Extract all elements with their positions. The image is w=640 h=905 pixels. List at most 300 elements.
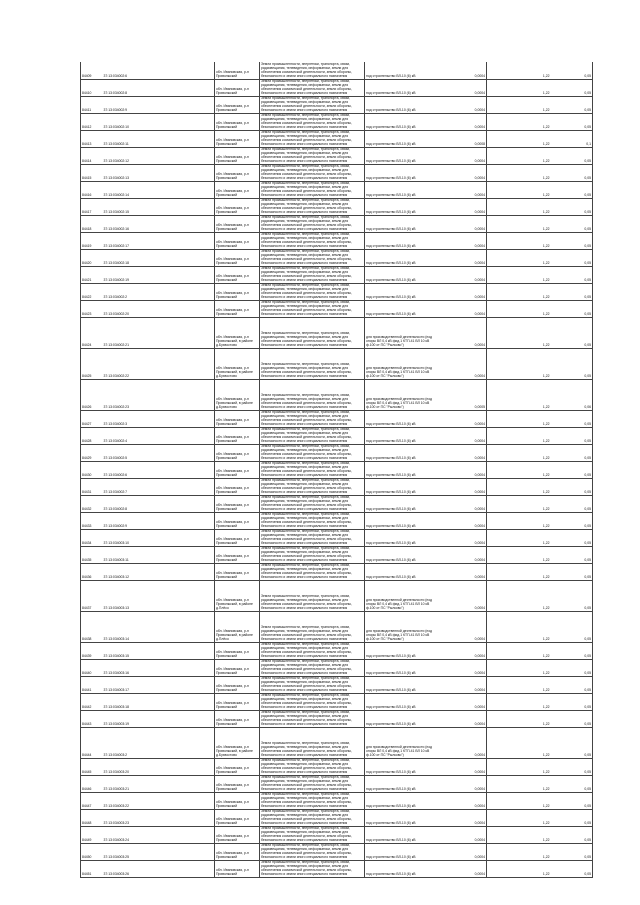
permitted-use: под строительство ВЛ-10 (6) кВ: [365, 563, 435, 580]
area-value: 0,0004: [435, 529, 487, 546]
address: обл. Ивановская, р-н Приволжский: [215, 113, 260, 130]
permitted-use: под строительство ВЛ-10 (6) кВ: [365, 758, 435, 775]
table-row: [81, 164, 593, 181]
cadastral-number: 37:13:034002:9: [103, 512, 215, 529]
table-row: [81, 529, 593, 546]
row-number: 84446: [81, 775, 103, 792]
tax-value: 0,05: [551, 775, 593, 792]
rate-value: 1,22: [487, 461, 551, 478]
row-number: 84442: [81, 693, 103, 710]
land-category: Земли промышленности, энергетики, транспорта, связи, радиовещания, телевидения, информатики, земли для обеспечения космической деятельности, земли обороны, безопасности и земли иного специального назначения: [260, 792, 365, 809]
land-category: Земли промышленности, энергетики, транспорта, связи, радиовещания, телевидения, информатики, земли для обеспечения космической деятельности, земли обороны, безопасности и земли иного специального назначения: [260, 215, 365, 232]
row-number: 84415: [81, 164, 103, 181]
area-value: 0,0004: [435, 198, 487, 215]
row-number: 84431: [81, 478, 103, 495]
tax-value: 0,05: [551, 843, 593, 860]
table-row: [81, 659, 593, 676]
tax-value: 0,05: [551, 181, 593, 198]
land-category: Земли промышленности, энергетики, транспорта, связи, радиовещания, телевидения, информатики, земли для обеспечения космической деятельности, земли обороны, безопасности и земли иного специального назначения: [260, 283, 365, 300]
address: обл. Ивановская, р-н Приволжский: [215, 79, 260, 96]
permitted-use: под строительство ВЛ-10 (6) кВ: [365, 792, 435, 809]
land-category: Земли промышленности, энергетики, транспорта, связи, радиовещания, телевидения, информатики, земли для обеспечения космической деятельности, земли обороны, безопасности и земли иного специального назначения: [260, 113, 365, 130]
cadastral-number: 37:13:034003:16: [103, 659, 215, 676]
area-value: 0,0004: [435, 580, 487, 611]
land-category: Земли промышленности, энергетики, транспорта, связи, радиовещания, телевидения, информатики, земли для обеспечения космической деятельности, земли обороны, безопасности и земли иного специального назначения: [260, 427, 365, 444]
address: обл. Ивановская, р-н Приволжский, в районе д.Плёсо: [215, 580, 260, 611]
land-category: Земли промышленности, энергетики, транспорта, связи, радиовещания, телевидения, информатики, земли для обеспечения космической деятельности, земли обороны, безопасности и земли иного специального назначения: [260, 130, 365, 147]
tax-value: 0,05: [551, 659, 593, 676]
area-value: 0,0004: [435, 843, 487, 860]
row-number: 84450: [81, 843, 103, 860]
row-number: 84449: [81, 826, 103, 843]
area-value: 0,0004: [435, 164, 487, 181]
address: обл. Ивановская, р-н Приволжский: [215, 427, 260, 444]
address: обл. Ивановская, р-н Приволжский: [215, 563, 260, 580]
table-row: [81, 512, 593, 529]
area-value: 0,0004: [435, 659, 487, 676]
table-row: [81, 232, 593, 249]
tax-value: 0,05: [551, 860, 593, 877]
permitted-use: под строительство ВЛ-10 (6) кВ: [365, 512, 435, 529]
area-value: 0,0004: [435, 775, 487, 792]
address: обл. Ивановская, р-н Приволжский: [215, 198, 260, 215]
table-row: [81, 266, 593, 283]
permitted-use: под строительство ВЛ-10 (6) кВ: [365, 96, 435, 113]
area-value: 0,0004: [435, 461, 487, 478]
permitted-use: под строительство ВЛ-10 (6) кВ: [365, 495, 435, 512]
area-value: 0,0004: [435, 676, 487, 693]
permitted-use: под строительство ВЛ-10 (6) кВ: [365, 546, 435, 563]
area-value: 0,0004: [435, 249, 487, 266]
address: обл. Ивановская, р-н Приволжский: [215, 96, 260, 113]
permitted-use: под строительство ВЛ-10 (6) кВ: [365, 461, 435, 478]
cadastral-number: 37:13:034002:11: [103, 130, 215, 147]
area-value: 0,0004: [435, 181, 487, 198]
land-category: Земли промышленности, энергетики, транспорта, связи, радиовещания, телевидения, информатики, земли для обеспечения космической деятельности, земли обороны, безопасности и земли иного специального назначения: [260, 611, 365, 642]
rate-value: 1,22: [487, 775, 551, 792]
land-category: Земли промышленности, энергетики, транспорта, связи, радиовещания, телевидения, информатики, земли для обеспечения космической деятельности, земли обороны, безопасности и земли иного специального назначения: [260, 826, 365, 843]
rate-value: 1,22: [487, 693, 551, 710]
row-number: 84413: [81, 130, 103, 147]
land-category: Земли промышленности, энергетики, транспорта, связи, радиовещания, телевидения, информатики, земли для обеспечения космической деятельности, земли обороны, безопасности и земли иного специального назначения: [260, 266, 365, 283]
permitted-use: под строительство ВЛ-10 (6) кВ: [365, 113, 435, 130]
land-category: Земли промышленности, энергетики, транспорта, связи, радиовещания, телевидения, информатики, земли для обеспечения космической деятельности, земли обороны, безопасности и земли иного специального назначения: [260, 495, 365, 512]
permitted-use: под строительство ВЛ-10 (6) кВ: [365, 676, 435, 693]
cadastral-number: 37:13:034002:6: [103, 461, 215, 478]
cadastral-number: 37:13:034002:2: [103, 283, 215, 300]
cadastral-number: 37:13:034002:18: [103, 249, 215, 266]
cadastral-number: 37:13:034003:25: [103, 843, 215, 860]
area-value: 0,0008: [435, 130, 487, 147]
cadastral-number: 37:13:034002:19: [103, 266, 215, 283]
row-number: 84451: [81, 860, 103, 877]
land-category: Земли промышленности, энергетики, транспорта, связи, радиовещания, телевидения, информатики, земли для обеспечения космической деятельности, земли обороны, безопасности и земли иного специального назначения: [260, 693, 365, 710]
cadastral-number: 37:13:034003:12: [103, 563, 215, 580]
permitted-use: под строительство ВЛ-10 (6) кВ: [365, 775, 435, 792]
permitted-use: для производственной деятельности (под опоры ВЛ 0,4 кВ фид.1 КТП-41 ВЛ 10 кВ ф.100 от ПС "Рылково"): [365, 317, 435, 348]
tax-value: 0,06: [551, 379, 593, 410]
rate-value: 1,22: [487, 215, 551, 232]
table-row: [81, 427, 593, 444]
address: обл. Ивановская, р-н Приволжский, в районе д.Бухвостово: [215, 727, 260, 758]
row-number: 84448: [81, 809, 103, 826]
address: обл. Ивановская, р-н Приволжский, в районе д.Плёсо: [215, 611, 260, 642]
address: обл. Ивановская, р-н Приволжский: [215, 232, 260, 249]
land-category: Земли промышленности, энергетики, транспорта, связи, радиовещания, телевидения, информатики, земли для обеспечения космической деятельности, земли обороны, безопасности и земли иного специального назначения: [260, 809, 365, 826]
land-category: Земли промышленности, энергетики, транспорта, связи, радиовещания, телевидения, информатики, земли для обеспечения космической деятельности, земли обороны, безопасности и земли иного специального назначения: [260, 300, 365, 317]
permitted-use: для производственной деятельности (под опоры ВЛ 0,4 кВ фид.1 КТП-41 ВЛ 10 кВ ф.100 от ПС "Рылково"): [365, 379, 435, 410]
cadastral-number: 37:13:034002:5: [103, 444, 215, 461]
address: обл. Ивановская, р-н Приволжский: [215, 693, 260, 710]
cadastral-number: 37:13:034002:17: [103, 232, 215, 249]
cadastral-number: 37:13:034002:23: [103, 379, 215, 410]
cadastral-number: 37:13:034002:10: [103, 113, 215, 130]
address: обл. Ивановская, р-н Приволжский: [215, 860, 260, 877]
cadastral-number: 37:13:034002:6: [103, 62, 215, 79]
permitted-use: для производственной деятельности (под опоры ВЛ 0,4 кВ фид.1 КТП-41 ВЛ 10 кВ ф.100 от ПС "Рылково"): [365, 611, 435, 642]
land-plots-table: [80, 62, 593, 878]
rate-value: 1,22: [487, 147, 551, 164]
land-category: Земли промышленности, энергетики, транспорта, связи, радиовещания, телевидения, информатики, земли для обеспечения космической деятельности, земли обороны, безопасности и земли иного специального назначения: [260, 710, 365, 727]
table-row: [81, 410, 593, 427]
land-category: Земли промышленности, энергетики, транспорта, связи, радиовещания, телевидения, информатики, земли для обеспечения космической деятельности, земли обороны, безопасности и земли иного специального назначения: [260, 96, 365, 113]
cadastral-number: 37:13:034003:11: [103, 546, 215, 563]
area-value: 0,0004: [435, 727, 487, 758]
cadastral-number: 37:13:034002:14: [103, 181, 215, 198]
tax-value: 0,05: [551, 546, 593, 563]
area-value: 0,0004: [435, 758, 487, 775]
cadastral-number: 37:13:034003:22: [103, 792, 215, 809]
tax-value: 0,05: [551, 512, 593, 529]
area-value: 0,0004: [435, 792, 487, 809]
rate-value: 1,22: [487, 232, 551, 249]
tax-value: 0,05: [551, 642, 593, 659]
area-value: 0,0004: [435, 546, 487, 563]
address: обл. Ивановская, р-н Приволжский: [215, 710, 260, 727]
land-category: Земли промышленности, энергетики, транспорта, связи, радиовещания, телевидения, информатики, земли для обеспечения космической деятельности, земли обороны, безопасности и земли иного специального назначения: [260, 529, 365, 546]
table-row: [81, 461, 593, 478]
tax-value: 0,05: [551, 758, 593, 775]
rate-value: 1,22: [487, 113, 551, 130]
land-category: Земли промышленности, энергетики, транспорта, связи, радиовещания, телевидения, информатики, земли для обеспечения космической деятельности, земли обороны, безопасности и земли иного специального назначения: [260, 232, 365, 249]
permitted-use: для производственной деятельности (под опоры ВЛ 0,4 кВ фид.1 КТП-41 ВЛ 10 кВ ф.100 от ПС "Рылково"): [365, 727, 435, 758]
tax-value: 0,05: [551, 792, 593, 809]
area-value: 0,0004: [435, 96, 487, 113]
row-number: 84409: [81, 62, 103, 79]
tax-value: 0,05: [551, 348, 593, 379]
tax-value: 0,05: [551, 300, 593, 317]
area-value: 0,0004: [435, 79, 487, 96]
rate-value: 1,22: [487, 727, 551, 758]
rate-value: 1,22: [487, 659, 551, 676]
row-number: 84440: [81, 659, 103, 676]
area-value: 0,0004: [435, 427, 487, 444]
tax-value: 0,05: [551, 580, 593, 611]
rate-value: 1,22: [487, 611, 551, 642]
cadastral-number: 37:13:034003:13: [103, 580, 215, 611]
land-category: Земли промышленности, энергетики, транспорта, связи, радиовещания, телевидения, информатики, земли для обеспечения космической деятельности, земли обороны, безопасности и земли иного специального назначения: [260, 512, 365, 529]
area-value: 0,0005: [435, 379, 487, 410]
rate-value: 1,22: [487, 198, 551, 215]
row-number: 84411: [81, 96, 103, 113]
permitted-use: под строительство ВЛ-10 (6) кВ: [365, 693, 435, 710]
tax-value: 0,05: [551, 283, 593, 300]
permitted-use: под строительство ВЛ-10 (6) кВ: [365, 215, 435, 232]
table-row: [81, 809, 593, 826]
permitted-use: под строительство ВЛ-10 (6) кВ: [365, 809, 435, 826]
permitted-use: под строительство ВЛ-10 (6) кВ: [365, 860, 435, 877]
table-row: [81, 792, 593, 809]
rate-value: 1,22: [487, 495, 551, 512]
land-category: Земли промышленности, энергетики, транспорта, связи, радиовещания, телевидения, информатики, земли для обеспечения космической деятельности, земли обороны, безопасности и земли иного специального назначения: [260, 198, 365, 215]
permitted-use: под строительство ВЛ-10 (6) кВ: [365, 181, 435, 198]
table-row: [81, 96, 593, 113]
tax-value: 0,05: [551, 693, 593, 710]
row-number: 84438: [81, 611, 103, 642]
rate-value: 1,22: [487, 826, 551, 843]
rate-value: 1,22: [487, 843, 551, 860]
area-value: 0,0004: [435, 478, 487, 495]
rate-value: 1,22: [487, 642, 551, 659]
row-number: 84424: [81, 317, 103, 348]
tax-value: 0,05: [551, 317, 593, 348]
table-row: [81, 181, 593, 198]
area-value: 0,0004: [435, 512, 487, 529]
rate-value: 1,22: [487, 410, 551, 427]
land-category: Земли промышленности, энергетики, транспорта, связи, радиовещания, телевидения, информатики, земли для обеспечения космической деятельности, земли обороны, безопасности и земли иного специального назначения: [260, 580, 365, 611]
permitted-use: под строительство ВЛ-10 (6) кВ: [365, 826, 435, 843]
table-row: [81, 676, 593, 693]
row-number: 84443: [81, 710, 103, 727]
rate-value: 1,22: [487, 546, 551, 563]
land-category: Земли промышленности, энергетики, транспорта, связи, радиовещания, телевидения, информатики, земли для обеспечения космической деятельности, земли обороны, безопасности и земли иного специального назначения: [260, 860, 365, 877]
row-number: 84435: [81, 546, 103, 563]
permitted-use: под строительство ВЛ-10 (6) кВ: [365, 283, 435, 300]
address: обл. Ивановская, р-н Приволжский, в районе д.Бухвостово: [215, 317, 260, 348]
rate-value: 1,22: [487, 164, 551, 181]
table-row: [81, 478, 593, 495]
area-value: 0,0004: [435, 611, 487, 642]
rate-value: 1,22: [487, 130, 551, 147]
cadastral-number: 37:13:034003:18: [103, 693, 215, 710]
row-number: 84436: [81, 563, 103, 580]
row-number: 84441: [81, 676, 103, 693]
tax-value: 0,05: [551, 410, 593, 427]
area-value: 0,0004: [435, 113, 487, 130]
permitted-use: для производственной деятельности (под опоры ВЛ 0,4 кВ фид.1 КТП-41 ВЛ 10 кВ ф.100 от ПС "Рылково"): [365, 580, 435, 611]
table-row: [81, 79, 593, 96]
address: обл. Ивановская, р-н Приволжский: [215, 249, 260, 266]
permitted-use: под строительство ВЛ-10 (6) кВ: [365, 659, 435, 676]
rate-value: 1,22: [487, 860, 551, 877]
permitted-use: под строительство ВЛ-10 (6) кВ: [365, 300, 435, 317]
permitted-use: под строительство ВЛ-10 (6) кВ: [365, 843, 435, 860]
permitted-use: под строительство ВЛ-10 (6) кВ: [365, 198, 435, 215]
table-row: [81, 563, 593, 580]
area-value: 0,0004: [435, 809, 487, 826]
table-row: [81, 283, 593, 300]
row-number: 84428: [81, 427, 103, 444]
land-category: Земли промышленности, энергетики, транспорта, связи, радиовещания, телевидения, информатики, земли для обеспечения космической деятельности, земли обороны, безопасности и земли иного специального назначения: [260, 659, 365, 676]
table-row: [81, 130, 593, 147]
cadastral-number: 37:13:034003:24: [103, 826, 215, 843]
table-row: [81, 843, 593, 860]
land-category: Земли промышленности, энергетики, транспорта, связи, радиовещания, телевидения, информатики, земли для обеспечения космической деятельности, земли обороны, безопасности и земли иного специального назначения: [260, 775, 365, 792]
land-category: Земли промышленности, энергетики, транспорта, связи, радиовещания, телевидения, информатики, земли для обеспечения космической деятельности, земли обороны, безопасности и земли иного специального назначения: [260, 478, 365, 495]
table-row: [81, 546, 593, 563]
row-number: 84434: [81, 529, 103, 546]
cadastral-number: 37:13:034003:20: [103, 758, 215, 775]
area-value: 0,0004: [435, 693, 487, 710]
cadastral-number: 37:13:034002:12: [103, 147, 215, 164]
land-category: Земли промышленности, энергетики, транспорта, связи, радиовещания, телевидения, информатики, земли для обеспечения космической деятельности, земли обороны, безопасности и земли иного специального назначения: [260, 79, 365, 96]
rate-value: 1,22: [487, 676, 551, 693]
area-value: 0,0004: [435, 444, 487, 461]
table-row: [81, 317, 593, 348]
row-number: 84430: [81, 461, 103, 478]
land-category: Земли промышленности, энергетики, транспорта, связи, радиовещания, телевидения, информатики, земли для обеспечения космической деятельности, земли обороны, безопасности и земли иного специального назначения: [260, 62, 365, 79]
rate-value: 1,22: [487, 249, 551, 266]
row-number: 84421: [81, 266, 103, 283]
tax-value: 0,05: [551, 79, 593, 96]
rate-value: 1,22: [487, 478, 551, 495]
cadastral-number: 37:13:034003:14: [103, 611, 215, 642]
tax-value: 0,05: [551, 444, 593, 461]
tax-value: 0,05: [551, 249, 593, 266]
rate-value: 1,22: [487, 427, 551, 444]
rate-value: 1,22: [487, 563, 551, 580]
cadastral-number: 37:13:034002:13: [103, 164, 215, 181]
area-value: 0,0004: [435, 348, 487, 379]
table-row: [81, 710, 593, 727]
area-value: 0,0004: [435, 232, 487, 249]
row-number: 84419: [81, 232, 103, 249]
land-category: Земли промышленности, энергетики, транспорта, связи, радиовещания, телевидения, информатики, земли для обеспечения космической деятельности, земли обороны, безопасности и земли иного специального назначения: [260, 676, 365, 693]
cadastral-number: 37:13:034003:26: [103, 860, 215, 877]
area-value: 0,0004: [435, 317, 487, 348]
table-row: [81, 775, 593, 792]
table-row: [81, 249, 593, 266]
table-row: [81, 611, 593, 642]
area-value: 0,0004: [435, 62, 487, 79]
land-category: Земли промышленности, энергетики, транспорта, связи, радиовещания, телевидения, информатики, земли для обеспечения космической деятельности, земли обороны, безопасности и земли иного специального назначения: [260, 444, 365, 461]
tax-value: 0,05: [551, 495, 593, 512]
table-row: [81, 348, 593, 379]
tax-value: 0,05: [551, 215, 593, 232]
address: обл. Ивановская, р-н Приволжский: [215, 444, 260, 461]
area-value: 0,0004: [435, 410, 487, 427]
permitted-use: под строительство ВЛ-10 (6) кВ: [365, 249, 435, 266]
cadastral-number: 37:13:034002:21: [103, 317, 215, 348]
address: обл. Ивановская, р-н Приволжский, в районе д.Бухвостово: [215, 379, 260, 410]
tax-value: 0,05: [551, 62, 593, 79]
document-sheet: [80, 62, 592, 876]
area-value: 0,0004: [435, 147, 487, 164]
rate-value: 1,22: [487, 512, 551, 529]
address: обл. Ивановская, р-н Приволжский: [215, 410, 260, 427]
tax-value: 0,05: [551, 826, 593, 843]
permitted-use: под строительство ВЛ-10 (6) кВ: [365, 529, 435, 546]
land-category: Земли промышленности, энергетики, транспорта, связи, радиовещания, телевидения, информатики, земли для обеспечения космической деятельности, земли обороны, безопасности и земли иного специального назначения: [260, 843, 365, 860]
rate-value: 1,22: [487, 792, 551, 809]
area-value: 0,0004: [435, 215, 487, 232]
permitted-use: под строительство ВЛ-10 (6) кВ: [365, 478, 435, 495]
rate-value: 1,22: [487, 758, 551, 775]
permitted-use: под строительство ВЛ-10 (6) кВ: [365, 164, 435, 181]
land-category: Земли промышленности, энергетики, транспорта, связи, радиовещания, телевидения, информатики, земли для обеспечения космической деятельности, земли обороны, безопасности и земли иного специального назначения: [260, 147, 365, 164]
tax-value: 0,05: [551, 727, 593, 758]
row-number: 84414: [81, 147, 103, 164]
tax-value: 0,05: [551, 611, 593, 642]
table-row: [81, 642, 593, 659]
table-row: [81, 215, 593, 232]
address: обл. Ивановская, р-н Приволжский: [215, 495, 260, 512]
tax-value: 0,05: [551, 427, 593, 444]
tax-value: 0,05: [551, 147, 593, 164]
land-category: Земли промышленности, энергетики, транспорта, связи, радиовещания, телевидения, информатики, земли для обеспечения космической деятельности, земли обороны, безопасности и земли иного специального назначения: [260, 546, 365, 563]
area-value: 0,0004: [435, 563, 487, 580]
row-number: 84444: [81, 727, 103, 758]
cadastral-number: 37:13:034002:8: [103, 495, 215, 512]
tax-value: 0,05: [551, 563, 593, 580]
tax-value: 0,05: [551, 809, 593, 826]
address: обл. Ивановская, р-н Приволжский: [215, 461, 260, 478]
address: обл. Ивановская, р-н Приволжский: [215, 758, 260, 775]
tax-value: 0,05: [551, 266, 593, 283]
row-number: 84410: [81, 79, 103, 96]
rate-value: 1,22: [487, 62, 551, 79]
area-value: 0,0004: [435, 642, 487, 659]
row-number: 84432: [81, 495, 103, 512]
row-number: 84417: [81, 198, 103, 215]
address: обл. Ивановская, р-н Приволжский: [215, 529, 260, 546]
table-row: [81, 62, 593, 79]
rate-value: 1,22: [487, 444, 551, 461]
address: обл. Ивановская, р-н Приволжский: [215, 300, 260, 317]
permitted-use: под строительство ВЛ-10 (6) кВ: [365, 642, 435, 659]
row-number: 84423: [81, 300, 103, 317]
row-number: 84425: [81, 348, 103, 379]
area-value: 0,0004: [435, 826, 487, 843]
address: обл. Ивановская, р-н Приволжский: [215, 676, 260, 693]
row-number: 84422: [81, 283, 103, 300]
permitted-use: под строительство ВЛ-10 (6) кВ: [365, 147, 435, 164]
rate-value: 1,22: [487, 266, 551, 283]
cadastral-number: 37:13:034002:7: [103, 478, 215, 495]
permitted-use: под строительство ВЛ-10 (6) кВ: [365, 62, 435, 79]
cadastral-number: 37:13:034002:3: [103, 410, 215, 427]
cadastral-number: 37:13:034003:15: [103, 642, 215, 659]
tax-value: 0,05: [551, 478, 593, 495]
address: обл. Ивановская, р-н Приволжский: [215, 826, 260, 843]
land-category: Земли промышленности, энергетики, транспорта, связи, радиовещания, телевидения, информатики, земли для обеспечения космической деятельности, земли обороны, безопасности и земли иного специального назначения: [260, 348, 365, 379]
address: обл. Ивановская, р-н Приволжский: [215, 215, 260, 232]
table-row: [81, 113, 593, 130]
rate-value: 1,22: [487, 300, 551, 317]
land-category: Земли промышленности, энергетики, транспорта, связи, радиовещания, телевидения, информатики, земли для обеспечения космической деятельности, земли обороны, безопасности и земли иного специального назначения: [260, 249, 365, 266]
address: обл. Ивановская, р-н Приволжский: [215, 147, 260, 164]
row-number: 84445: [81, 758, 103, 775]
address: обл. Ивановская, р-н Приволжский: [215, 546, 260, 563]
row-number: 84433: [81, 512, 103, 529]
rate-value: 1,22: [487, 283, 551, 300]
cadastral-number: 37:13:034003:17: [103, 676, 215, 693]
permitted-use: под строительство ВЛ-10 (6) кВ: [365, 427, 435, 444]
address: обл. Ивановская, р-н Приволжский: [215, 181, 260, 198]
area-value: 0,0004: [435, 266, 487, 283]
tax-value: 0,1: [551, 130, 593, 147]
rate-value: 1,22: [487, 379, 551, 410]
